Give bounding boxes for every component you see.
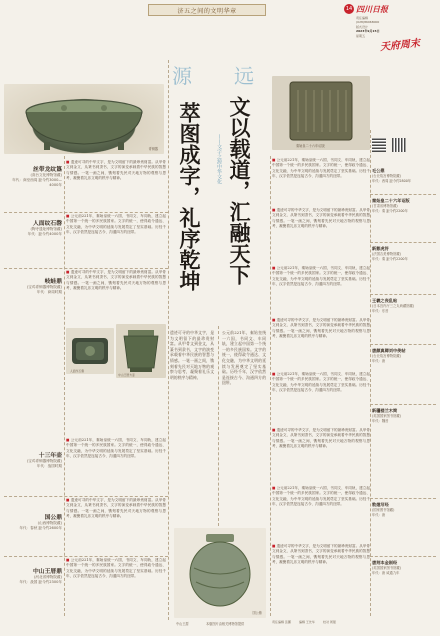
right-text-3 <box>272 266 370 314</box>
text-body: 遗迹可寻的中华文字，是为文明留下的最珍贵财富。从甲骨文到金文，从篆书到隶书，文字的演变承载着中华民族的智慧与情感。一笔一画之间，镌刻着先民对天地万物的观察与思考，凝聚着礼乐文明的秩序与精神。 <box>272 318 370 339</box>
text-marker: ■ <box>272 266 276 270</box>
left-text-1 <box>66 160 166 208</box>
text-body: 遗迹可寻的中华文字，是为文明留下的最珍贵财富。从甲骨文到金文，从篆书到隶书，文字的演变承载着中华民族的智慧与情感。一笔一画之间，镌刻着先民对天地万物的观察与思考，凝聚着礼乐文明的秩序与精神。 <box>66 160 166 181</box>
text-body: 遗迹可寻的中华文字，是为文明留下的最珍贵财富。从甲骨文到金文，从篆书到隶书，文字的演变承载着中华民族的智慧与情感。一笔一画之间，镌刻着先民对天地万物的观察与思考，凝聚着礼乐文明的秩序与精神。 <box>66 498 166 519</box>
footer-layout: 编辑 王先华 <box>298 620 315 624</box>
caption-owner: (高台文化博物馆藏) <box>30 173 62 177</box>
caption-title: 新郪虎符 <box>372 246 389 251</box>
right-caption-7 <box>372 502 436 517</box>
left-caption-5 <box>4 512 62 531</box>
headline-subtitle: ——文字之源中华文化 <box>216 134 222 184</box>
decor-char-left: 源 <box>172 64 192 88</box>
caption-title: 唐刻本金刚经 <box>372 560 398 565</box>
text-marker: ■ <box>272 428 276 432</box>
caption-title: 中山王厝鼎 <box>33 569 62 575</box>
text-body: 公元前221年，秦始皇统一六国，书同文、车同轨，建立起中国第一个统一的多民族国家。文字的统一，使得政令通达、文化交融，为中华文明的延续与发展奠定了坚实基础。历经千年，汉字依然是连接古今、沟通四方的纽带。 <box>66 558 166 579</box>
text-body: 公元前221年，秦始皇统一六国，书同文、车同轨，建立起中国第一个统一的多民族国家。文字的统一，使得政令通达、文化交融，为中华文明的延续与发展奠定了坚实基础。历经千年，汉字依然是连接古今、沟通四方的纽带。 <box>66 438 166 459</box>
caption-title: 毛公鼎 <box>372 168 385 173</box>
left-caption-2 <box>4 218 62 237</box>
photo-label: 人面纹石磬 <box>70 368 84 373</box>
qr-code-left <box>372 138 386 152</box>
photo-label: 青铜器 <box>148 146 158 151</box>
divider <box>370 404 436 405</box>
edict-plate-illustration <box>272 76 370 150</box>
caption-title: 国公鼎 <box>44 515 62 521</box>
divider <box>370 498 436 499</box>
bronze-pot-photo <box>116 324 166 378</box>
divider <box>4 268 168 269</box>
issue-date: 2023年9月15日 <box>356 29 380 34</box>
caption-owner: (陶寺遗址博物馆藏) <box>30 227 62 231</box>
top-banner <box>148 4 266 16</box>
caption-owner: (宝鸡青铜器博物院藏) <box>26 459 62 463</box>
right-text-7 <box>272 486 370 540</box>
page-number-badge <box>344 4 354 14</box>
footer <box>272 620 436 625</box>
caption-date: 年代：商周时期 <box>36 290 62 294</box>
divider <box>218 326 219 526</box>
text-marker: ■ <box>66 214 70 218</box>
text-body: 遗迹可寻的中华文字，是为文明留下的最珍贵财富。从甲骨文到金文，从篆书到隶书，文字的演变承载着中华民族的智慧与情感。一笔一画之间，镌刻着先民对天地万物的观察与思考，凝聚着礼乐文明的秩序与精神。 <box>272 544 370 565</box>
left-caption-3 <box>4 276 62 295</box>
left-text-3 <box>66 270 166 324</box>
caption-owner: (宝鸡青铜器博物院藏) <box>26 285 62 289</box>
caption-date: 年代：战国 距今约2300年 <box>19 580 62 584</box>
editor-line-1: 责任编辑 <box>356 16 369 20</box>
right-caption-5 <box>372 348 436 363</box>
text-body: 公元前221年，秦始皇统一六国，书同文、车同轨，建立起中国第一个统一的多民族国家。文字的统一，使得政令通达、文化交融，为中华文明的延续与发展奠定了坚实基础。历经千年，汉字依然是连接古今、沟通四方的纽带。 <box>272 486 370 507</box>
caption-owner: (英国国家图书馆藏) <box>372 566 401 570</box>
right-caption-2 <box>372 198 436 213</box>
caption-owner: (英国国家图书馆藏) <box>372 414 401 418</box>
photo-credit: 本版图片由相关博物馆提供 <box>206 622 245 626</box>
issue-weekday: 星期五 <box>356 33 366 38</box>
caption-owner: (法国吉美博物馆藏) <box>372 252 401 256</box>
photo-label: 秦始皇二十六年诏版 <box>296 143 325 148</box>
right-caption-4 <box>372 298 436 313</box>
caption-owner: (山西博物院藏) <box>37 521 62 525</box>
text-body: 遗迹可寻的中华文字，是为文明留下的最珍贵财富。从甲骨文到金文，从篆书到隶书，文字的演变承载着中华民族的智慧与情感。一笔一画之间，镌刻着先民对天地万物的观察与思考，凝聚着礼乐文明的秩序与精神。 <box>272 208 370 229</box>
text-body: 遗迹可寻的中华文字，是为文明留下的最珍贵财富。从甲骨文到金文，从篆书到隶书，文字的演变承载着中华民族的智慧与情感。一笔一画之间，镌刻着先民对天地万物的观察与思考，凝聚着礼乐文明的秩序与精神。 <box>272 428 370 449</box>
divider <box>370 194 436 195</box>
text-marker: ■ <box>66 558 70 562</box>
caption-date: 年代：秦 距今约2200年 <box>372 256 408 261</box>
caption-date: 年代：春秋 距今约2600年 <box>19 526 62 530</box>
text-body: 公元前221年，秦始皇统一六国，书同文、车同轨，建立起中国第一个统一的多民族国家。文字的统一，使得政令通达、文化交融，为中华文明的延续与发展奠定了坚实基础。历经千年，汉字依然是连接古今、沟通四方的纽带。 <box>272 372 370 393</box>
text-marker: ■ <box>66 438 70 442</box>
caption-title: 王羲之丧乱帖 <box>372 298 398 303</box>
right-caption-8 <box>372 560 436 575</box>
bronze-pot-illustration <box>116 324 166 378</box>
caption-date: 年代：战国时期 <box>36 464 62 468</box>
text-body: 公元前221年，秦始皇统一六国，书同文、车同轨，建立起中国第一个统一的多民族国家。文字的统一，使得政令通达、文化交融，为中华文明的延续与发展奠定了坚实基础。历经千年，汉字依然是连接古今、沟通四方的纽带。 <box>272 158 370 179</box>
qr-code-right <box>392 138 406 152</box>
edict-plate-photo <box>272 76 370 150</box>
right-caption-6 <box>372 408 436 423</box>
caption-date: 年代：东晋 <box>372 308 389 313</box>
divider <box>370 344 436 345</box>
divider <box>370 130 371 616</box>
right-caption-3 <box>372 246 436 261</box>
divider <box>270 156 271 616</box>
left-text-2 <box>66 214 166 262</box>
footer-editor: 责任编辑 张鹏 <box>272 620 291 624</box>
caption-date: 年代：唐 咸通九年 <box>372 570 400 575</box>
decor-char-right: 远 <box>234 64 254 88</box>
right-text-5 <box>272 372 370 424</box>
caption-date: 年代：距今约4000年 <box>27 232 62 236</box>
caption-date: 年代：唐 <box>372 358 386 363</box>
right-text-2 <box>272 208 370 262</box>
text-body: 公元前221年，秦始皇统一六国，书同文、车同轨，建立起中国第一个统一的多民族国家。文字的统一，使得政令通达、文化交融，为中华文明的延续与发展奠定了坚实基础。历经千年，汉字依然是连接古今、沟通四方的纽带。 <box>272 266 370 287</box>
caption-owner: (台北故宫博物院藏) <box>372 354 401 358</box>
caption-date: 年代：西周 距今约2800年 <box>372 178 412 183</box>
divider <box>370 556 436 557</box>
text-marker: ■ <box>272 318 276 322</box>
left-caption-1 <box>4 164 62 188</box>
caption-owner: (河北省博物院藏) <box>34 575 62 579</box>
photo-label: 国公鼎 <box>252 610 262 615</box>
bronze-basin-illustration <box>4 84 164 154</box>
footer-proofread: 校对 周强 <box>322 620 336 624</box>
text-marker: ■ <box>272 208 276 212</box>
caption-title: 秦始皇二十六年诏版 <box>372 198 410 203</box>
caption-date: 年代：魏晋 <box>372 418 389 423</box>
stone-chime-photo <box>66 328 114 374</box>
right-text-8 <box>272 544 370 608</box>
editor-line-2: (028)86968000 <box>356 20 380 25</box>
caption-title: 人面纹石磬 <box>33 221 62 227</box>
editor-line-3: 版式设计 <box>356 24 369 29</box>
left-text-5 <box>66 498 166 552</box>
caption-owner: (国家图书馆藏) <box>372 508 395 512</box>
column-logo: 天府周末 <box>379 38 421 54</box>
caption-title: 十三年壶 <box>38 453 62 459</box>
right-text-1 <box>272 158 370 204</box>
paper-name: 四川日报 <box>356 4 388 14</box>
headline-left: 萃图成字，礼序乾坤 <box>177 102 202 291</box>
left-text-6 <box>66 558 166 616</box>
right-text-4 <box>272 318 370 368</box>
text-marker: ■ <box>66 270 70 274</box>
divider <box>370 294 436 295</box>
right-caption-1 <box>372 168 436 183</box>
caption-owner: (台北故宫博物院藏) <box>372 174 401 178</box>
lead-left: 遗迹可寻的中华文字，是为文明留下的最珍贵财富。从甲骨文到金文，从篆书到隶书，文字的演变承载着中华民族的智慧与情感。一笔一画之间，镌刻着先民对天地万物的观察与思考，凝聚着礼乐文明的秩序与精神。 <box>170 330 214 380</box>
page-number: 14 <box>345 6 353 12</box>
lead-right: 公元前221年，秦始皇统一六国，书同文、车同轨，建立起中国第一个统一的多民族国家。文字的统一，使得政令通达、文化交融，为中华文明的延续与发展奠定了坚实基础。历经千年，汉字依然是连接古今、沟通四方的纽带。 <box>222 330 266 386</box>
caption-date: 年代：秦 距今约2200年 <box>372 208 408 213</box>
bronze-jar-photo <box>174 528 266 618</box>
caption-title: 新疆楼兰木简 <box>372 408 398 413</box>
stone-chime-illustration <box>66 328 114 374</box>
divider <box>4 212 168 213</box>
divider <box>370 242 436 243</box>
text-body: 遗迹可寻的中华文字，是为文明留下的最珍贵财富。从甲骨文到金文，从篆书到隶书，文字的演变承载着中华民族的智慧与情感。一笔一画之间，镌刻着先民对天地万物的观察与思考，凝聚着礼乐文明的秩序与精神。 <box>66 270 166 291</box>
divider <box>168 60 169 620</box>
caption-owner: (甘肃省博物馆藏) <box>372 204 398 208</box>
caption-title: 敦煌写经 <box>372 502 389 507</box>
bronze-jar-illustration <box>174 528 266 618</box>
caption-date: 年代：商至西周 距今约3000—4000年 <box>12 178 62 187</box>
text-marker: ■ <box>66 160 70 164</box>
divider <box>4 496 168 497</box>
text-marker: ■ <box>272 544 276 548</box>
right-text-6 <box>272 428 370 482</box>
banner-text: 济五之间的文明华章 <box>177 7 237 15</box>
text-marker: ■ <box>272 486 276 490</box>
caption-title: 岐蛙鼎 <box>44 279 62 285</box>
headline-right: 文以载道，汇融天下 <box>227 96 252 285</box>
text-body: 公元前221年，秦始皇统一六国，书同文、车同轨，建立起中国第一个统一的多民族国家。文字的统一，使得政令通达、文化交融，为中华文明的延续与发展奠定了坚实基础。历经千年，汉字依然是连接古今、沟通四方的纽带。 <box>66 214 166 235</box>
divider <box>64 156 65 616</box>
text-marker: ■ <box>66 498 70 502</box>
bronze-basin-photo <box>4 84 164 154</box>
masthead-info <box>356 16 416 38</box>
photo-label: 中山王厝方壶 <box>118 372 135 377</box>
caption-title: 丝带龙纹簋 <box>33 167 62 173</box>
caption-owner: (日本宫内厅三之丸尚藏馆藏) <box>372 304 415 308</box>
text-marker: ■ <box>272 372 276 376</box>
left-caption-4 <box>4 450 62 469</box>
bottom-label-small: 中山王厝 <box>176 622 189 626</box>
text-marker: ■ <box>272 158 276 162</box>
divider <box>4 556 168 557</box>
left-caption-6 <box>4 566 62 585</box>
caption-date: 年代：唐 <box>372 512 386 517</box>
left-text-4 <box>66 438 166 494</box>
caption-title: 唐颜真卿刘中使帖 <box>372 348 406 353</box>
